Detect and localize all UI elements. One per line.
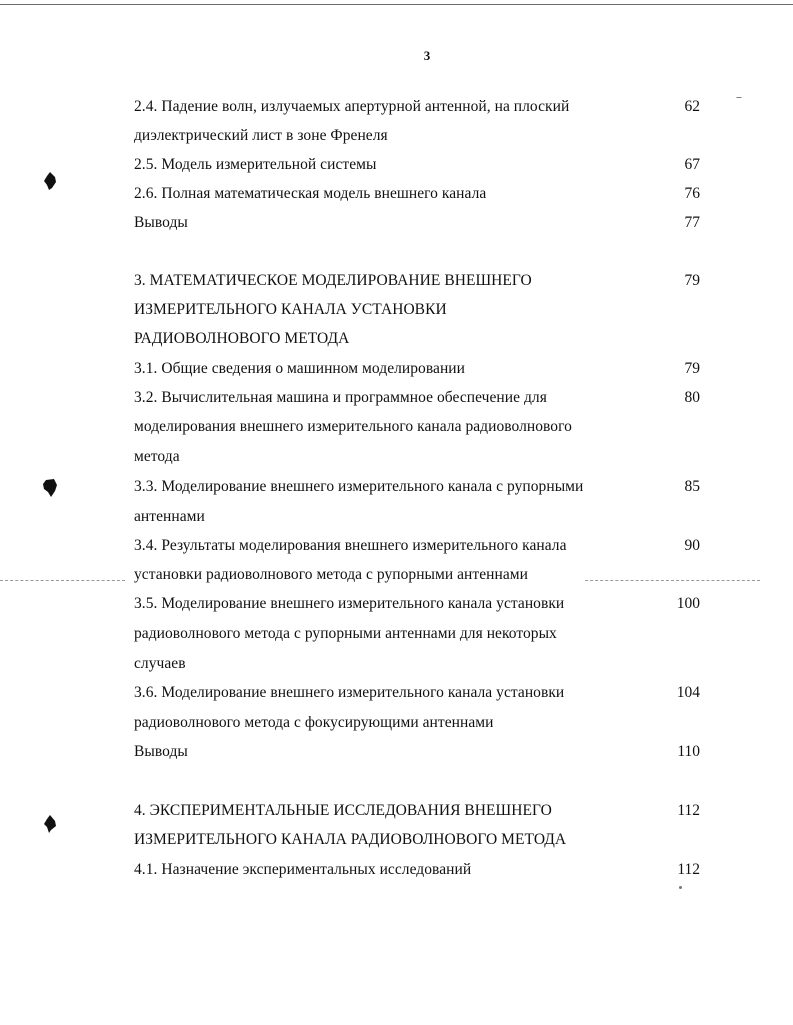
toc-entry-title: 4.1. Назначение экспериментальных исследований bbox=[134, 861, 472, 878]
scan-speck bbox=[679, 886, 682, 889]
page-number: 3 bbox=[423, 48, 431, 63]
toc-page-number: 77 bbox=[684, 214, 700, 231]
toc-entry-title: 2.5. Модель измерительной системы bbox=[134, 156, 377, 173]
toc-entry-title: диэлектрический лист в зоне Френеля bbox=[134, 127, 388, 144]
toc-page-number: 62 bbox=[684, 98, 700, 115]
toc-page-number: 112 bbox=[677, 861, 700, 878]
toc-entry-title: 3.4. Результаты моделирования внешнего измерительного канала bbox=[134, 537, 567, 554]
scan-fold-line bbox=[0, 580, 125, 582]
toc-entry-title: метода bbox=[134, 448, 180, 465]
toc-chapter-title: 3. МАТЕМАТИЧЕСКОЕ МОДЕЛИРОВАНИЕ ВНЕШНЕГО bbox=[134, 272, 532, 289]
toc-chapter-title: РАДИОВОЛНОВОГО МЕТОДА bbox=[134, 330, 350, 347]
toc-chapter-title: ИЗМЕРИТЕЛЬНОГО КАНАЛА УСТАНОВКИ bbox=[134, 301, 447, 318]
binding-hole-icon bbox=[43, 172, 57, 190]
binding-hole-icon bbox=[43, 815, 57, 833]
toc-entry-title: 3.3. Моделирование внешнего измерительного канала с рупорными bbox=[134, 478, 584, 495]
toc-page-number: 76 bbox=[684, 185, 700, 202]
toc-entry-title: моделирования внешнего измерительного канала радиоволнового bbox=[134, 418, 572, 435]
toc-entry-title: 3.5. Моделирование внешнего измерительного канала установки bbox=[134, 595, 565, 612]
toc-entry-title: радиоволнового метода с фокусирующими антеннами bbox=[134, 714, 494, 731]
toc-entry-title: 3.2. Вычислительная машина и программное обеспечение для bbox=[134, 389, 547, 406]
toc-page-number: 79 bbox=[684, 360, 700, 377]
toc-entry-title: 3.6. Моделирование внешнего измерительного канала установки bbox=[134, 684, 565, 701]
toc-entry-title: антеннами bbox=[134, 508, 205, 525]
toc-entry-title: Выводы bbox=[134, 743, 188, 760]
toc-entry-title: 3.1. Общие сведения о машинном моделировании bbox=[134, 360, 465, 377]
toc-entry-title: 2.6. Полная математическая модель внешнего канала bbox=[134, 185, 487, 202]
toc-page-number: 112 bbox=[677, 802, 700, 819]
toc-page-number: 85 bbox=[684, 478, 700, 495]
toc-page-number: 90 bbox=[684, 537, 700, 554]
toc-page-number: 104 bbox=[676, 684, 700, 701]
toc-chapter-title: 4. ЭКСПЕРИМЕНТАЛЬНЫЕ ИССЛЕДОВАНИЯ ВНЕШНЕГО bbox=[134, 802, 552, 819]
toc-entry-title: установки радиоволнового метода с рупорными антеннами bbox=[134, 566, 528, 583]
toc-entry-title: Выводы bbox=[134, 214, 188, 231]
toc-entry-title: 2.4. Падение волн, излучаемых апертурной антенной, на плоский bbox=[134, 98, 570, 115]
toc-page-number: 79 bbox=[684, 272, 700, 289]
toc-page-number: 80 bbox=[684, 389, 700, 406]
toc-chapter-title: ИЗМЕРИТЕЛЬНОГО КАНАЛА РАДИОВОЛНОВОГО МЕТОДА bbox=[134, 831, 567, 848]
scan-fold-line bbox=[585, 580, 760, 582]
toc-page-number: 110 bbox=[677, 743, 700, 760]
toc-entry-title: радиоволнового метода с рупорными антеннами для некоторых bbox=[134, 625, 557, 642]
toc-page-number: 67 bbox=[684, 156, 700, 173]
toc-entry-title: случаев bbox=[134, 655, 186, 672]
binding-hole-icon bbox=[43, 479, 57, 497]
scan-speck bbox=[736, 97, 742, 98]
toc-page-number: 100 bbox=[676, 595, 700, 612]
